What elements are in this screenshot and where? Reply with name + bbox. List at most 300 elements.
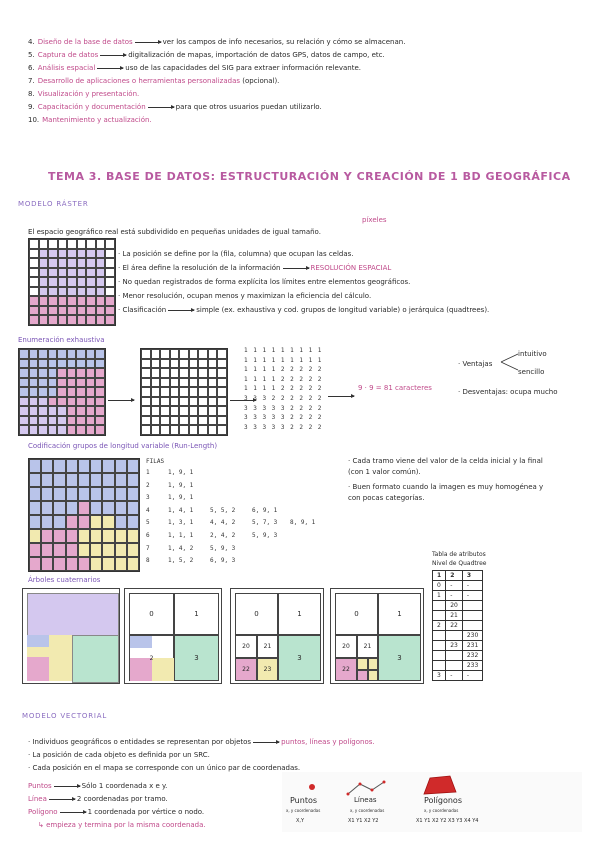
rle-cell: 1, 9, 1 xyxy=(168,481,194,489)
raster-cell xyxy=(179,397,189,407)
raster-cell xyxy=(77,249,87,259)
exhaustive-grid-blank xyxy=(140,348,228,436)
raster-cell xyxy=(39,306,49,316)
raster-cell xyxy=(38,397,48,407)
raster-cell xyxy=(29,529,41,543)
rle-row xyxy=(146,532,315,545)
vector-bullet-1: · Individuos geográficos o entidades se representan por objetos puntos, líneas y polígonos. xyxy=(28,738,375,746)
intro-list-item xyxy=(28,116,405,125)
raster-cell xyxy=(67,258,77,268)
puntos-title: Puntos xyxy=(290,796,318,805)
rle-cell: 1, 1, 1 xyxy=(168,531,194,539)
raster-cell xyxy=(96,239,106,249)
raster-cell xyxy=(58,287,68,297)
rle-cell: 1, 9, 1 xyxy=(168,494,194,502)
raster-cell xyxy=(29,287,39,297)
attr-row xyxy=(433,671,483,681)
raster-cell xyxy=(39,249,49,259)
rle-cell: 1 xyxy=(146,469,150,476)
intro-list-item xyxy=(28,77,405,86)
raster-cell xyxy=(19,378,29,388)
exhaustive-formula: 9 · 9 = 81 caracteres xyxy=(358,384,432,392)
raster-cell xyxy=(67,397,77,407)
raster-cell xyxy=(115,459,127,473)
intro-num: 10. xyxy=(28,116,40,124)
raster-cell xyxy=(90,473,102,487)
exhaustive-number-row: 3 3 3 3 3 2 2 2 2 xyxy=(244,404,323,412)
quad4-20: 20 xyxy=(335,635,357,658)
raster-cell xyxy=(198,368,208,378)
raster-cell xyxy=(29,268,39,278)
exhaustive-number-row: 1 1 1 1 1 1 1 1 1 xyxy=(244,356,323,364)
raster-cell xyxy=(189,406,199,416)
raster-cell xyxy=(208,416,218,426)
raster-bullet-3: · No quedan registrados de forma explícita los límites entre elementos geográficos. xyxy=(118,278,411,286)
attr-cell: 22 xyxy=(446,621,463,631)
raster-cell xyxy=(41,459,53,473)
raster-cell xyxy=(102,487,114,501)
raster-cell xyxy=(127,543,139,557)
desventajas: · Desventajas: ocupa mucho xyxy=(458,388,558,396)
raster-cell xyxy=(29,487,41,501)
vector-types xyxy=(28,782,206,830)
exhaustive-number-row: 1 1 1 1 1 1 1 1 1 xyxy=(244,347,323,354)
attr-row xyxy=(433,641,483,651)
raster-cell xyxy=(115,557,127,571)
raster-cell xyxy=(127,459,139,473)
raster-cell xyxy=(76,387,86,397)
rle-cell: 6 xyxy=(146,531,150,539)
intro-desc: (opcional). xyxy=(242,77,280,85)
raster-cell xyxy=(48,268,58,278)
raster-cell xyxy=(76,397,86,407)
raster-cell xyxy=(90,529,102,543)
attr-cell: 23 xyxy=(446,641,463,651)
attr-cell xyxy=(462,601,482,611)
raster-cell xyxy=(102,501,114,515)
raster-cell xyxy=(66,487,78,501)
raster-cell xyxy=(48,349,58,359)
rle-cell: 8, 9, 1 xyxy=(290,519,316,527)
raster-cell xyxy=(141,416,151,426)
rle-cell: 5, 9, 3 xyxy=(210,544,236,552)
attr-cell xyxy=(433,611,446,621)
raster-cell xyxy=(105,315,115,325)
rle-table xyxy=(146,469,315,570)
raster-cell xyxy=(217,397,227,407)
raster-cell xyxy=(208,359,218,369)
vector-bullet-2: · La posición de cada objeto es definida por un SRC. xyxy=(28,751,210,759)
intro-desc: para que otros usuarios puedan utilizarlo. xyxy=(175,103,322,111)
raster-cell xyxy=(67,425,77,435)
raster-cell xyxy=(96,296,106,306)
raster-cell xyxy=(39,239,49,249)
raster-cell xyxy=(66,501,78,515)
lineas-title: Líneas xyxy=(354,796,377,804)
raster-cell xyxy=(48,387,58,397)
raster-cell xyxy=(38,387,48,397)
raster-cell xyxy=(141,387,151,397)
rle-cell: 5, 5, 2 xyxy=(210,506,236,514)
raster-cell xyxy=(86,387,96,397)
rle-bullet-1: · Cada tramo viene del valor de la celda inicial y la final (con 1 valor común). xyxy=(348,457,543,476)
raster-cell xyxy=(57,378,67,388)
attr-cell: - xyxy=(462,671,482,681)
raster-cell xyxy=(86,397,96,407)
intro-num: 8. xyxy=(28,90,35,98)
raster-cell xyxy=(86,416,96,426)
raster-cell xyxy=(86,258,96,268)
attr-cell: - xyxy=(446,591,463,601)
raster-cell xyxy=(96,306,106,316)
raster-cell xyxy=(127,501,139,515)
raster-bullet-5: · Clasificación simple (ex. exhaustiva y cod. grupos de longitud variable) o jerárquica (quadtrees). xyxy=(118,306,490,314)
attr-row xyxy=(433,631,483,641)
raster-cell xyxy=(170,406,180,416)
raster-cell xyxy=(57,425,67,435)
raster-cell xyxy=(77,268,87,278)
raster-cell xyxy=(48,416,58,426)
raster-cell xyxy=(160,416,170,426)
raster-cell xyxy=(39,315,49,325)
raster-bullets xyxy=(118,250,489,315)
raster-cell xyxy=(96,315,106,325)
quad4-21: 21 xyxy=(357,635,378,658)
intro-num: 6. xyxy=(28,64,35,72)
intro-list-item xyxy=(28,103,405,112)
raster-cell xyxy=(77,258,87,268)
raster-cell xyxy=(29,378,39,388)
raster-cell xyxy=(102,529,114,543)
raster-cell xyxy=(19,425,29,435)
raster-cell xyxy=(58,258,68,268)
raster-cell xyxy=(19,349,29,359)
raster-cell xyxy=(151,387,161,397)
raster-cell xyxy=(102,543,114,557)
vector-bullet-3: · Cada posición en el mapa se corresponde con un único par de coordenadas. xyxy=(28,764,301,772)
raster-cell xyxy=(198,397,208,407)
raster-cell xyxy=(58,249,68,259)
raster-cell xyxy=(29,501,41,515)
rle-cell: 1, 3, 1 xyxy=(168,519,194,527)
rle-cell: 6, 9, 3 xyxy=(210,557,236,565)
raster-cell xyxy=(57,387,67,397)
raster-cell xyxy=(217,406,227,416)
raster-cell xyxy=(53,459,65,473)
raster-cell xyxy=(179,359,189,369)
raster-cell xyxy=(66,515,78,529)
raster-cell xyxy=(41,529,53,543)
raster-cell xyxy=(170,359,180,369)
intro-list-item xyxy=(28,51,405,60)
raster-cell xyxy=(86,315,96,325)
raster-cell xyxy=(29,425,39,435)
raster-cell xyxy=(189,397,199,407)
raster-cell xyxy=(76,349,86,359)
intro-num: 9. xyxy=(28,103,35,111)
attr-cell: - xyxy=(446,671,463,681)
raster-bullet-1: · La posición se define por la (fila, columna) que ocupan las celdas. xyxy=(118,250,354,258)
intro-title: Captura de datos xyxy=(37,51,99,59)
raster-cell xyxy=(58,315,68,325)
attr-row xyxy=(433,581,483,591)
raster-cell xyxy=(29,397,39,407)
raster-cell xyxy=(102,557,114,571)
rle-cell: 5, 7, 3 xyxy=(252,519,278,527)
raster-cell xyxy=(96,277,106,287)
attr-cell: 230 xyxy=(462,631,482,641)
exhaustive-number-row: 3 3 3 3 3 2 2 2 2 xyxy=(244,423,323,431)
rle-cell: 5, 9, 3 xyxy=(252,531,278,539)
vector-heading: MODELO VECTORIAL xyxy=(22,712,108,720)
rle-bullets xyxy=(348,456,548,504)
raster-cell xyxy=(198,387,208,397)
raster-cell xyxy=(86,287,96,297)
raster-cell xyxy=(95,368,105,378)
raster-cell xyxy=(19,397,29,407)
raster-cell xyxy=(127,557,139,571)
raster-cell xyxy=(208,349,218,359)
lines-glyph xyxy=(346,778,386,798)
raster-cell xyxy=(198,406,208,416)
intro-desc: digitalización de mapas, importación de datos GPS, datos de campo, etc. xyxy=(128,51,385,59)
raster-bullet-2: · El área define la resolución de la información RESOLUCIÓN ESPACIAL xyxy=(118,264,392,272)
attr-cell: 233 xyxy=(462,661,482,671)
intro-list-item xyxy=(28,90,405,99)
rle-cell: 4, 4, 2 xyxy=(210,519,236,527)
raster-cell xyxy=(38,425,48,435)
quadtree-heading: Árboles cuaternarios xyxy=(28,576,101,584)
intro-num: 5. xyxy=(28,51,35,59)
raster-cell xyxy=(105,306,115,316)
raster-cell xyxy=(160,368,170,378)
attr-cell: 2 xyxy=(433,621,446,631)
exhaustive-number-row: 3 3 3 2 2 2 2 2 2 xyxy=(244,394,323,402)
raster-cell xyxy=(95,425,105,435)
raster-cell xyxy=(160,359,170,369)
quad-2 xyxy=(129,635,174,681)
puntos-vals: X,Y xyxy=(296,818,305,824)
raster-cell xyxy=(151,425,161,435)
attr-cell: - xyxy=(462,591,482,601)
rle-cell xyxy=(252,557,290,570)
intro-desc: uso de las capacidades del SIG para extraer información relevante. xyxy=(125,64,361,72)
raster-cell xyxy=(78,543,90,557)
raster-cell xyxy=(77,277,87,287)
raster-cell xyxy=(57,406,67,416)
attr-header-cell: 3 xyxy=(462,571,482,581)
intro-desc: ver los campos de info necesarios, su relación y cómo se almacenan. xyxy=(162,38,406,46)
intro-title: Visualización y presentación. xyxy=(37,90,140,98)
attr-cell xyxy=(446,631,463,641)
arrow-1 xyxy=(106,390,136,409)
attr-row xyxy=(433,621,483,631)
raster-cell xyxy=(208,378,218,388)
raster-cell xyxy=(29,258,39,268)
raster-cell xyxy=(102,515,114,529)
raster-cell xyxy=(41,543,53,557)
quad3-3: 3 xyxy=(278,635,321,681)
raster-cell xyxy=(29,368,39,378)
raster-cell xyxy=(39,268,49,278)
intro-title: Mantenimiento y actualización. xyxy=(42,116,152,124)
raster-cell xyxy=(29,406,39,416)
raster-cell xyxy=(29,349,39,359)
attr-row xyxy=(433,651,483,661)
quad3-22: 22 xyxy=(235,658,257,681)
raster-cell xyxy=(41,473,53,487)
quadtree-panel-4 xyxy=(330,588,424,684)
raster-cell xyxy=(66,543,78,557)
raster-cell xyxy=(95,397,105,407)
raster-cell xyxy=(77,287,87,297)
raster-cell xyxy=(67,315,77,325)
rle-heading: Codificación grupos de longitud variable (Run-Length) xyxy=(28,442,218,450)
raster-cell xyxy=(160,406,170,416)
raster-cell xyxy=(78,459,90,473)
raster-cell xyxy=(141,406,151,416)
quad4-23-split xyxy=(357,658,378,681)
raster-cell xyxy=(208,368,218,378)
raster-cell xyxy=(198,378,208,388)
raster-cell xyxy=(86,425,96,435)
rle-cell xyxy=(252,545,290,558)
raster-cell xyxy=(53,515,65,529)
raster-example-grid xyxy=(28,238,116,326)
raster-cell xyxy=(78,515,90,529)
topic-title: TEMA 3. BASE DE DATOS: ESTRUCTURACIÓN Y CREACIÓN DE 1 BD GEOGRÁFICA xyxy=(48,170,571,183)
raster-cell xyxy=(29,306,39,316)
raster-cell xyxy=(189,359,199,369)
raster-cell xyxy=(58,268,68,278)
rle-row xyxy=(146,519,315,532)
raster-cell xyxy=(96,258,106,268)
raster-cell xyxy=(189,378,199,388)
quad3-1: 1 xyxy=(278,593,321,635)
raster-cell xyxy=(115,501,127,515)
raster-cell xyxy=(41,501,53,515)
raster-cell xyxy=(189,416,199,426)
raster-intro: El espacio geográfico real está subdividido en pequeñas unidades de igual tamaño. xyxy=(28,228,321,236)
raster-cell xyxy=(38,359,48,369)
raster-cell xyxy=(77,306,87,316)
raster-cell xyxy=(67,249,77,259)
attr-table-subtitle: Nivel de Quadtree xyxy=(432,560,487,567)
quad-3: 3 xyxy=(174,635,219,681)
raster-cell xyxy=(151,359,161,369)
raster-cell xyxy=(29,473,41,487)
type-poligono: Polígono 1 coordenada por vértice o nodo. xyxy=(28,808,205,816)
intro-list-item xyxy=(28,38,405,47)
raster-cell xyxy=(48,368,58,378)
raster-cell xyxy=(105,287,115,297)
raster-cell xyxy=(77,315,87,325)
rle-cell: 7 xyxy=(146,544,150,552)
raster-cell xyxy=(105,239,115,249)
intro-title: Desarrollo de aplicaciones o herramientas personalizadas xyxy=(37,77,241,85)
attr-cell: 3 xyxy=(433,671,446,681)
quadtree-panel-3 xyxy=(230,588,324,684)
raster-cell xyxy=(198,416,208,426)
raster-cell xyxy=(105,277,115,287)
raster-cell xyxy=(67,296,77,306)
raster-cell xyxy=(58,306,68,316)
attr-table-box xyxy=(432,550,486,681)
quadtree-panel-2 xyxy=(124,588,222,684)
poligonos-coord: x, y coordenadas xyxy=(424,808,459,813)
quad4-1: 1 xyxy=(378,593,421,635)
raster-cell xyxy=(77,239,87,249)
raster-cell xyxy=(179,368,189,378)
raster-cell xyxy=(29,277,39,287)
raster-cell xyxy=(95,406,105,416)
raster-cell xyxy=(170,397,180,407)
raster-cell xyxy=(53,543,65,557)
raster-cell xyxy=(86,268,96,278)
rle-cell: 1, 4, 2 xyxy=(168,544,194,552)
raster-cell xyxy=(67,406,77,416)
raster-cell xyxy=(96,268,106,278)
raster-cell xyxy=(66,459,78,473)
rle-row xyxy=(146,557,315,570)
quad4-3: 3 xyxy=(378,635,421,681)
raster-cell xyxy=(160,387,170,397)
attr-cell xyxy=(433,661,446,671)
rle-cell: 8 xyxy=(146,557,150,565)
raster-cell xyxy=(67,359,77,369)
raster-cell xyxy=(115,515,127,529)
rle-cell xyxy=(252,469,290,482)
quad3-21: 21 xyxy=(257,635,278,658)
rle-cell: 2, 4, 2 xyxy=(210,531,236,539)
exhaustive-number-grid xyxy=(244,346,322,432)
raster-cell xyxy=(86,239,96,249)
rle-cell: 5 xyxy=(146,519,150,527)
raster-cell xyxy=(58,296,68,306)
attr-cell: 1 xyxy=(433,591,446,601)
ventajas-item-1: intuitivo xyxy=(518,350,547,358)
quad-0: 0 xyxy=(129,593,174,635)
raster-cell xyxy=(102,473,114,487)
raster-cell xyxy=(170,378,180,388)
raster-cell xyxy=(41,515,53,529)
poligonos-vals: X1 Y1 X2 Y2 X3 Y3 X4 Y4 xyxy=(416,818,479,824)
raster-cell xyxy=(29,315,39,325)
rle-row xyxy=(146,494,315,507)
raster-cell xyxy=(67,306,77,316)
raster-cell xyxy=(48,425,58,435)
raster-cell xyxy=(95,416,105,426)
raster-cell xyxy=(208,397,218,407)
raster-cell xyxy=(90,515,102,529)
raster-cell xyxy=(189,387,199,397)
quad3-23: 23 xyxy=(257,658,278,681)
exhaustive-number-row: 1 1 1 1 2 2 2 2 2 xyxy=(244,385,323,393)
raster-cell xyxy=(90,459,102,473)
attr-header-cell: 2 xyxy=(446,571,463,581)
rle-row xyxy=(146,482,315,495)
vector-figure xyxy=(282,772,582,832)
raster-cell xyxy=(48,258,58,268)
attr-cell: 21 xyxy=(446,611,463,621)
raster-cell xyxy=(53,473,65,487)
raster-cell xyxy=(86,378,96,388)
attr-cell xyxy=(462,621,482,631)
rle-cell: 6, 9, 1 xyxy=(252,506,278,514)
rle-cell: 4 xyxy=(146,506,150,514)
raster-cell xyxy=(66,529,78,543)
intro-list-item xyxy=(28,64,405,73)
